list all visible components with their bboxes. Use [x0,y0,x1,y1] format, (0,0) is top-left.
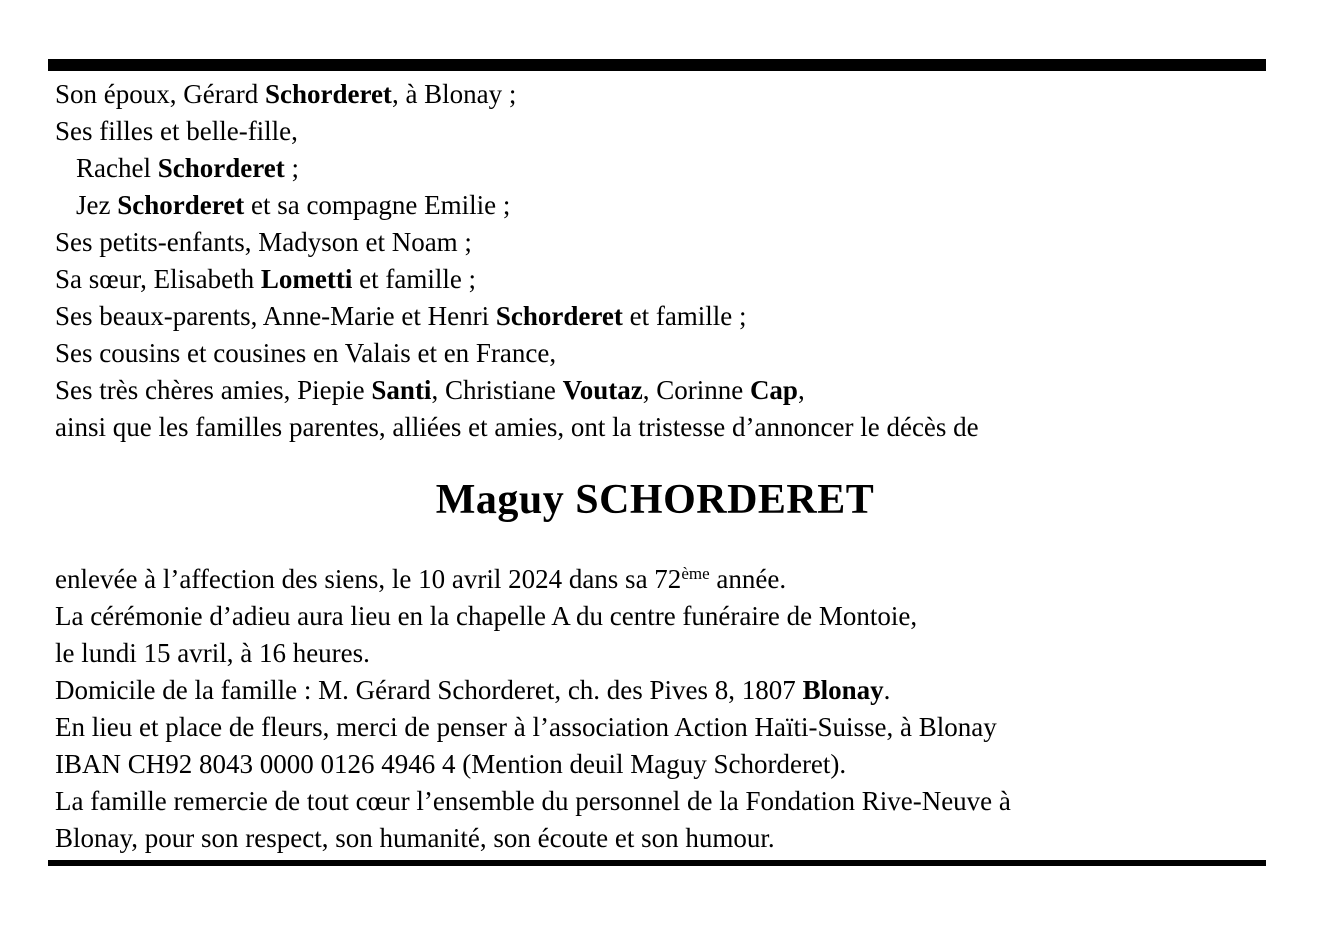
line-text: année. [709,564,787,594]
line-text: . [883,675,891,705]
announcement-line [55,709,1255,746]
ordinal-superscript: ème [681,563,710,583]
announcement-line [55,672,1255,709]
line-text: Domicile de la famille : M. Gérard Schorderet, ch. des Pives 8, 1807 [55,675,803,705]
line-text: En lieu et place de fleurs, merci de penser à l’association Action Haïti-Suisse, à Blonay [55,712,997,742]
line-text: , Christiane [431,375,563,405]
announcement-line [55,298,1255,335]
line-text: Ses très chères amies, Piepie [55,375,372,405]
line-text: et famille ; [622,301,747,331]
line-text: Ses petits-enfants, Madyson et Noam ; [55,227,472,257]
line-text: Rachel [76,153,158,183]
announcement-line [55,820,1255,857]
line-text: , Corinne [642,375,750,405]
line-text: ; [284,153,299,183]
surname-bold: Blonay [802,675,884,705]
announcement-line [55,113,1255,150]
line-text: , à Blonay ; [391,79,517,109]
line-text: Son époux, Gérard [55,79,265,109]
line-text: Sa sœur, Elisabeth [55,264,261,294]
line-text: enlevée à l’affection des siens, le 10 avril 2024 dans sa 72 [55,564,682,594]
surname-bold: Cap [749,375,798,405]
line-text: La cérémonie d’adieu aura lieu en la chapelle A du centre funéraire de Montoie, [55,601,918,631]
line-text: Ses filles et belle-fille, [55,116,298,146]
surname-bold: Lometti [260,264,353,294]
surname-bold: Schorderet [495,301,623,331]
funeral-details [55,561,1255,857]
line-text: et famille ; [352,264,477,294]
announcement-line [55,261,1255,298]
announcement-line [55,746,1255,783]
line-text: et sa compagne Emilie ; [244,190,511,220]
family-list [55,76,1255,446]
announcement-line [55,783,1255,820]
announcement-line [55,224,1255,261]
announcement-line [55,409,1255,446]
announcement-body [55,76,1255,857]
surname-bold: Voutaz [562,375,643,405]
deceased-name-title: Maguy SCHORDERET [435,477,875,523]
announcement-line [55,76,1255,113]
line-text: Jez [76,190,118,220]
announcement-line [55,561,1255,598]
line-text: IBAN CH92 8043 0000 0126 4946 4 (Mention deuil Maguy Schorderet). [55,749,847,779]
line-text: ainsi que les familles parentes, alliées et amies, ont la tristesse d’annoncer le décès de [55,412,979,442]
announcement-line [55,187,1255,224]
top-rule [48,59,1266,71]
line-text: le lundi 15 avril, à 16 heures. [55,638,370,668]
surname-bold: Santi [371,375,432,405]
line-text: , [797,375,805,405]
surname-bold: Schorderet [264,79,392,109]
line-text: La famille remercie de tout cœur l’ensemble du personnel de la Fondation Rive-Neuve à [55,786,1011,816]
line-text: Blonay, pour son respect, son humanité, son écoute et son humour. [55,823,775,853]
announcement-line [55,598,1255,635]
line-text: Ses beaux-parents, Anne-Marie et Henri [55,301,496,331]
announcement-line [55,635,1255,672]
surname-bold: Schorderet [117,190,245,220]
announcement-line [55,335,1255,372]
announcement-line [55,150,1255,187]
bottom-rule [48,860,1266,866]
announcement-line [55,372,1255,409]
surname-bold: Schorderet [157,153,285,183]
line-text: Ses cousins et cousines en Valais et en France, [55,338,557,368]
